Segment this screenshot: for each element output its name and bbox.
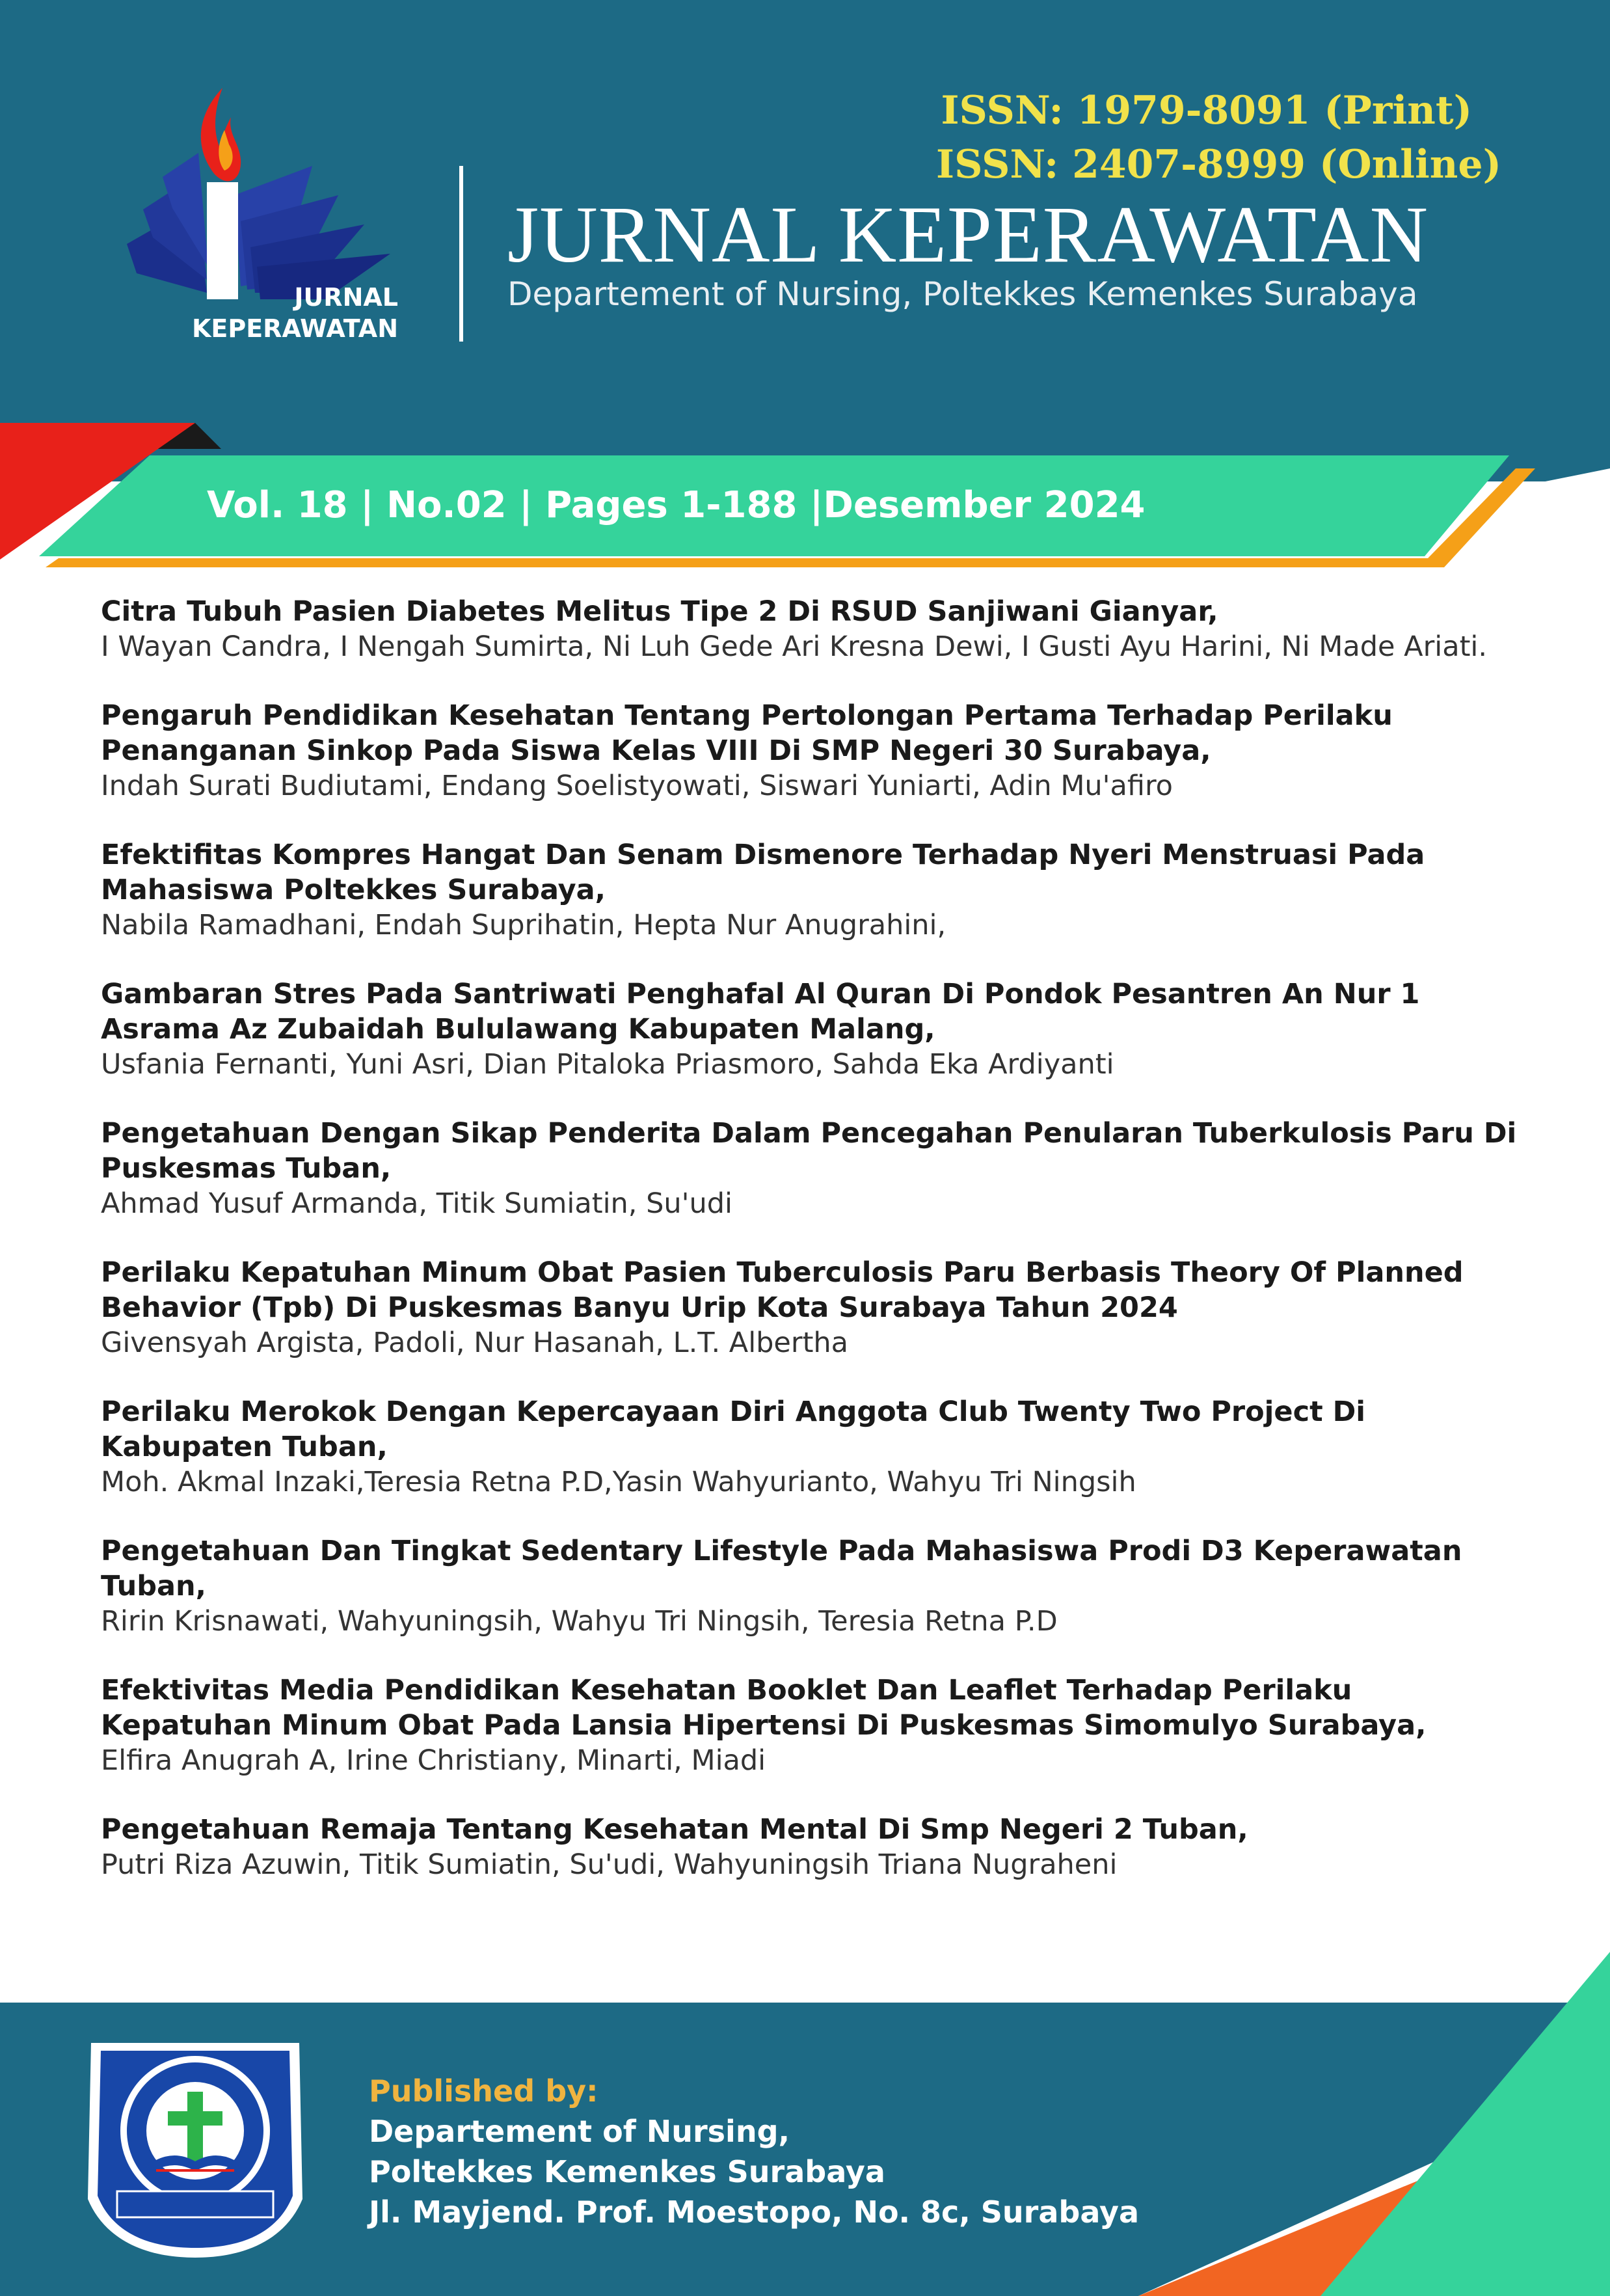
article-authors: Elfira Anugrah A, Irine Christiany, Minarti, Miadi [101,1744,766,1777]
article-title: Pengaruh Pendidikan Kesehatan Tentang Pertolongan Pertama Terhadap Perilaku Penanganan Sinkop Pada Siswa Kelas VIII Di SMP Negeri 30 Surabaya, [101,699,1393,767]
article-item [101,1116,1519,1221]
article-authors: Givensyah Argista, Padoli, Nur Hasanah, L.T. Albertha [101,1327,849,1359]
journal-logo-icon [127,88,390,299]
article-authors: Putri Riza Azuwin, Titik Sumiatin, Su'udi, Wahyuningsih Triana Nugraheni [101,1848,1118,1881]
article-title: Perilaku Merokok Dengan Kepercayaan Diri Anggota Club Twenty Two Project Di Kabupaten Tuban, [101,1396,1366,1463]
article-item [101,977,1519,1082]
article-title: Citra Tubuh Pasien Diabetes Melitus Tipe 2 Di RSUD Sanjiwani Gianyar, [101,595,1218,628]
article-item [101,1394,1519,1500]
header-divider [459,166,463,342]
article-authors: Nabila Ramadhani, Endah Suprihatin, Hepta Nur Anugrahini, [101,909,946,941]
article-item [101,1533,1519,1639]
publisher-label: Published by: [369,2073,598,2109]
journal-subtitle: Departement of Nursing, Poltekkes Kemenkes Surabaya [507,275,1418,313]
article-item [101,1673,1519,1778]
logo-text [183,282,398,344]
article-title: Efektifitas Kompres Hangat Dan Senam Dismenore Terhadap Nyeri Menstruasi Pada Mahasiswa Poltekkes Surabaya, [101,839,1425,906]
logo-text-line1: JURNAL [294,283,398,312]
article-item [101,1812,1519,1882]
article-authors: Moh. Akmal Inzaki,Teresia Retna P.D,Yasin Wahyurianto, Wahyu Tri Ningsih [101,1466,1136,1498]
article-item [101,837,1519,943]
issn-print: ISSN: 1979-8091 (Print) [941,88,1472,133]
journal-title: JURNAL KEPERAWATAN [507,190,1429,279]
article-title: Perilaku Kepatuhan Minum Obat Pasien Tuberculosis Paru Berbasis Theory Of Planned Behavior (Tpb) Di Puskesmas Banyu Urip Kota Surabaya Tahun 2024 [101,1256,1464,1324]
article-title: Pengetahuan Remaja Tentang Kesehatan Mental Di Smp Negeri 2 Tuban, [101,1813,1248,1846]
article-item [101,594,1519,664]
article-authors: Indah Surati Budiutami, Endang Soelistyowati, Siswari Yuniarti, Adin Mu'afiro [101,770,1173,802]
article-title: Pengetahuan Dengan Sikap Penderita Dalam Pencegahan Penularan Tuberkulosis Paru Di Puskesmas Tuban, [101,1117,1517,1185]
article-item [101,1255,1519,1360]
article-authors: Usfania Fernanti, Yuni Asri, Dian Pitaloka Priasmoro, Sahda Eka Ardiyanti [101,1048,1114,1081]
article-item [101,698,1519,804]
article-title: Efektivitas Media Pendidikan Kesehatan Booklet Dan Leaflet Terhadap Perilaku Kepatuhan Minum Obat Pada Lansia Hipertensi Di Puskesmas Simomulyo Surabaya, [101,1674,1427,1742]
ministry-seal [88,2043,302,2258]
article-list [101,594,1519,1916]
publisher-line1: Departement of Nursing, [369,2114,790,2149]
publisher-line2: Poltekkes Kemenkes Surabaya [369,2154,885,2189]
publisher-info [369,2071,1139,2232]
article-authors: Ahmad Yusuf Armanda, Titik Sumiatin, Su'udi [101,1187,732,1220]
logo-text-line2: KEPERAWATAN [191,314,398,343]
article-title: Gambaran Stres Pada Santriwati Penghafal Al Quran Di Pondok Pesantren An Nur 1 Asrama Az Zubaidah Bululawang Kabupaten Malang, [101,978,1420,1046]
publisher-address: Jl. Mayjend. Prof. Moestopo, No. 8c, Surabaya [369,2195,1139,2230]
issn-online: ISSN: 2407-8999 (Online) [936,142,1501,187]
article-authors: Ririn Krisnawati, Wahyuningsih, Wahyu Tri Ningsih, Teresia Retna P.D [101,1605,1058,1638]
article-authors: I Wayan Candra, I Nengah Sumirta, Ni Luh Gede Ari Kresna Dewi, I Gusti Ayu Harini, Ni Made Ariati. [101,630,1488,663]
article-title: Pengetahuan Dan Tingkat Sedentary Lifestyle Pada Mahasiswa Prodi D3 Keperawatan Tuban, [101,1535,1462,1602]
issue-info: Vol. 18 | No.02 | Pages 1-188 |Desember 2024 [207,484,1146,526]
